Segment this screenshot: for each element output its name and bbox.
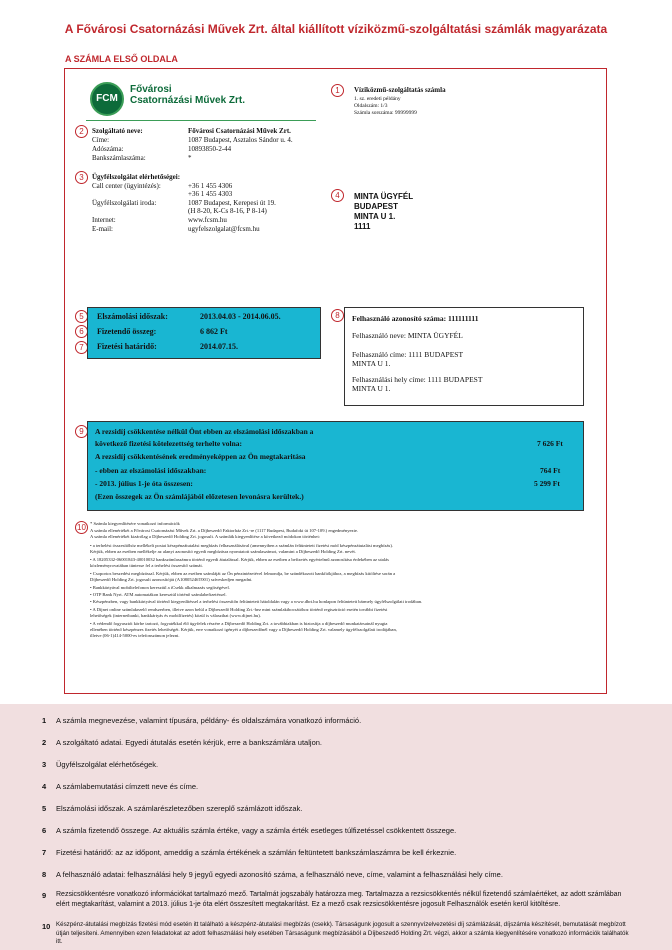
logo-line-1: Fővárosi [130, 84, 172, 95]
fine-line: közleményrovatában tüntesse fel a terhelési összesítő számát. [90, 563, 203, 568]
provider-tax: 10893850-2-44 [188, 145, 232, 153]
logo-divider [86, 120, 316, 121]
amount-due-label: Fizetendő összeg: [97, 327, 157, 336]
invoice-meta [354, 96, 417, 117]
provider-label: Szolgáltató neve: [92, 127, 143, 135]
legend-text: Ügyfélszolgálat elérhetőségek. [56, 760, 159, 769]
reduction-value-3: 5 299 Ft [534, 479, 560, 488]
fine-line: • A védendő fogyasztói körbe tartozó, fogyatékkal élő ügyfelek részére a Díjbeszedő Holding Zrt. a továbbiakban is biztosítja a díjbeszedő munkatársainál nyugta [90, 621, 388, 626]
provider-tax-label: Adószáma: [92, 145, 124, 153]
legend-number: 1 [42, 716, 47, 725]
fine-line: * Számla kiegyenlítésére vonatkozó információk [90, 521, 180, 526]
provider-name: Fővárosi Csatornázási Művek Zrt. [188, 127, 291, 135]
fine-line: A számla ellenértékét a Fővárosi Csatornázási Művek Zrt. a Díjbeszedő Faktorház Zrt.-re (1117 Budapest, Budafoki út 107-109.) engedményezte. [90, 528, 359, 533]
fine-line: A számla ellenértékét kizárólag a Díjbeszedő Holding Zrt. jogosult. A számlák kiegyenlítése a következő módokon történhet: [90, 534, 321, 539]
legend-text: A szolgáltató adatai. Egyedi átutalás esetén kérjük, erre a bankszámlára utaljon. [56, 738, 322, 747]
invoice-heading: Víziközmű-szolgáltatás számla [354, 86, 446, 94]
place-address-street: MINTA U 1. [352, 384, 391, 393]
reduction-line-1: A rezsidíj csökkentése nélkül Önt ebben az elszámolási időszakban a [95, 427, 314, 436]
service-phone-2: +36 1 455 4303 [188, 190, 233, 198]
badge-3: 3 [75, 171, 88, 184]
legend-text: Rezsicsökkentésre vonatkozó információkat tartalmazó mező. Tartalmát jogszabály határozza meg. Tartalmazza a rezsicsökkentés nélkül fizetendő számlaértéket, az adott számlában elért megtakarítást, valamint a 2013. július 1-je óta elért összesített megtakarítást. Ez a mező csak rezsicsökkentésre jogosult Felhasználók esetén kerül kitöltésre. [56, 891, 622, 908]
legend-number: 2 [42, 738, 47, 747]
provider-bank: * [188, 154, 192, 162]
invoice-page: Oldalszám: 1/3 [354, 103, 388, 109]
service-label: Ügyfélszolgálat elérhetőségei: [92, 173, 181, 181]
due-date: 2014.07.15. [200, 342, 238, 351]
service-email-label: E-mail: [92, 225, 113, 233]
service-office: 1087 Budapest, Kerepesi út 19. [188, 199, 276, 207]
fine-line: • a terhelési összesítőhöz mellékelt postai készpénzátutalási megbízás felhasználásával (amennyiben a számlán feltüntetett fizetési mód készpénzátutalási megbízás). [90, 543, 394, 548]
reduction-line-6: (Ezen összegek az Ön számlájából előzetesen levonásra kerültek.) [95, 492, 304, 501]
fine-line: Díjbeszedő Holding Zrt. jogosult azonosítóját (A10805246T001) szíveskedjen megadni. [90, 577, 253, 582]
addressee-city: BUDAPEST [354, 202, 399, 211]
due-date-label: Fizetési határidő: [97, 342, 157, 351]
badge-7: 7 [75, 341, 88, 354]
fine-line: ellenében történő készpénzes fizetés lehetőségét. Kérjük, erre vonatkozó igényét a díjbeszedőnél vagy a Díjbeszedő Holding Zrt. valamely ügyfélszolgálati irodájában, [90, 627, 397, 632]
place-address: Felhasználási hely címe: 1111 BUDAPEST [352, 375, 483, 384]
provider-address-label: Címe: [92, 136, 110, 144]
legend-number: 5 [42, 804, 47, 813]
service-callcenter-label: Call center (ügyintézés): [92, 182, 161, 190]
badge-10: 10 [75, 521, 88, 534]
legend-text: A számlabemutatási címzett neve és címe. [56, 782, 199, 791]
user-id: Felhasználó azonosító száma: 111111111 [352, 314, 479, 323]
addressee-street: MINTA U 1. [354, 212, 396, 221]
fine-line: • OTP Bank Nyrt. ATM automatákon keresztül történő számlabefizetéssel. [90, 592, 227, 597]
provider-address: 1087 Budapest, Asztalos Sándor u. 4. [188, 136, 293, 144]
service-office-label: Ügyfélszolgálati iroda: [92, 199, 157, 207]
legend-text: A felhasználó adatai: felhasználási hely 9 jegyű egyedi azonosító száma, a felhasználó neve, címe, valamint a felhasználási hely címe. [56, 870, 503, 879]
service-web: www.fcsm.hu [188, 216, 227, 224]
legend-number: 10 [42, 922, 51, 931]
provider-bank-label: Bankszámlaszáma: [92, 154, 146, 162]
billing-period-label: Elszámolási időszak: [97, 312, 168, 321]
legend-text: A számla fizetendő összege. Az aktuális számla értéke, vagy a számla érték esetleges túlfizetéssel csökkentett összege. [56, 826, 457, 835]
badge-2: 2 [75, 125, 88, 138]
legend-text: Elszámolási időszak. A számlarészletezőben szereplő számlázott időszak. [56, 804, 303, 813]
legend-number: 8 [42, 870, 47, 879]
page-title: A Fővárosi Csatornázási Művek Zrt. által kiállított víziközmű-szolgáltatási számlák magyarázata [64, 22, 608, 36]
legend-number: 9 [42, 891, 47, 900]
fine-line: • A Díjnet online számlakezelő rendszerben, illetve azon belül a Díjbeszedő Holding Zrt.-hez mint számlakibocsátóhoz történő regisztráció esetén további fizetési [90, 607, 388, 612]
service-phone-1: +36 1 455 4306 [188, 182, 233, 190]
reduction-line-2: következő fizetési kötelezettség terhelte volna: [95, 439, 243, 448]
legend-text: Készpénz-átutalási megbízás fizetési mód esetén itt található a készpénz-átutalási megbízás (csekk). Társaságunk jogosult a szennyvízelvezetési díj számlázását, díjszámla készítését, bemutatását megbízott útján teljesíteni. Amennyiben ezen feladatokat az adott felhasználási hely esetében Társaságunk megbízásából a Díjbeszedő Holding Zrt. végzi, akkor a számla kiegyenlítésére vonatkozó információk találhatók itt. [56, 921, 629, 945]
reduction-value-2: 764 Ft [540, 466, 561, 475]
logo-line-2: Csatornázási Művek Zrt. [130, 95, 246, 106]
logo-text [130, 84, 245, 106]
service-web-label: Internet: [92, 216, 116, 224]
badge-5: 5 [75, 310, 88, 323]
fine-line: lehetőségek (internetbanki, bankkártyás és mobilfizetés) közül is választhat (www.dijnet.hu). [90, 613, 261, 618]
billing-period: 2013.04.03 - 2014.06.05. [200, 312, 281, 321]
reduction-line-5: - 2013. július 1-je óta összesen: [95, 479, 193, 488]
invoice-copy: 1. sz. eredeti példány [354, 96, 401, 102]
badge-4: 4 [331, 189, 344, 202]
addressee-block [354, 192, 413, 232]
badge-1: 1 [331, 84, 344, 97]
service-hours: (H 8-20, K-Cs 8-16, P 8-14) [188, 207, 267, 215]
fine-line: • Készpénzben, vagy bankkártyával történő kiegyenlítéssel a terhelési összesítőn feltüntetett hátoldalán vagy a www.dbrt.hu honlapon feltüntetett bármely ügyfélszolgálati irodában. [90, 599, 423, 604]
reduction-value-1: 7 626 Ft [537, 439, 563, 448]
fine-line: Kérjük, ebben az esetben mellékelje az alanyi azonosító egyedi megbízásra nyomtatott számlaszámot, valamint a Díjbeszedő Holding Zrt. nevét. [90, 549, 356, 554]
reduction-line-4: - ebben az elszámolási időszakban: [95, 466, 207, 475]
addressee-name: MINTA ÜGYFÉL [354, 192, 414, 201]
legend-number: 4 [42, 782, 47, 791]
badge-8: 8 [331, 309, 344, 322]
legend-text: Fizetési határidő: az az időpont, ameddig a számla értékének a számlán feltüntetett bankszámlaszámra be kell érkeznie. [56, 848, 457, 857]
badge-9: 9 [75, 425, 88, 438]
user-address: Felhasználó címe: 1111 BUDAPEST [352, 350, 464, 359]
user-name: Felhasználó neve: MINTA ÜGYFÉL [352, 331, 463, 340]
legend-text: A számla megnevezése, valamint típusára, példány- és oldalszámára vonatkozó információ. [56, 716, 362, 725]
legend-number: 7 [42, 848, 47, 857]
section-title: A SZÁMLA ELSŐ OLDALA [65, 54, 178, 64]
fine-line: • A 18205332-06001843-40010032 bankszámlaszámra történő egyedi átutalással. Kérjük, ebben az esetben a befizetés egyértelmű azonosítása érdekében az utalás [90, 557, 389, 562]
service-email: ugyfelszolgalat@fcsm.hu [188, 225, 260, 233]
fine-line: illetve (06-1)414-5000-es telefonszámon jelezni. [90, 633, 180, 638]
fine-line: • Bankkártyával mobiltelefonon keresztül a iCsekk alkalmazás segítségével. [90, 585, 230, 590]
invoice-number: Számla sorszáma: 99999999 [354, 110, 417, 116]
user-address-street: MINTA U 1. [352, 359, 391, 368]
fcsm-logo-icon: FCM [90, 82, 124, 116]
legend-number: 6 [42, 826, 47, 835]
amount-due: 6 862 Ft [200, 327, 228, 336]
reduction-line-3: A rezsidíj csökkentésének eredményeképpen az Ön megtakaritása [95, 452, 306, 461]
addressee-zip: 1111 [354, 222, 371, 231]
badge-6: 6 [75, 325, 88, 338]
fine-line: • Csoportos beszedési megbízással. Kérjük, ebben az esetben számláját az Ön pénzintézetével felmondja, be szándékozott bankfiókjához, a megbízás kitöltése során a [90, 571, 396, 576]
legend-number: 3 [42, 760, 47, 769]
